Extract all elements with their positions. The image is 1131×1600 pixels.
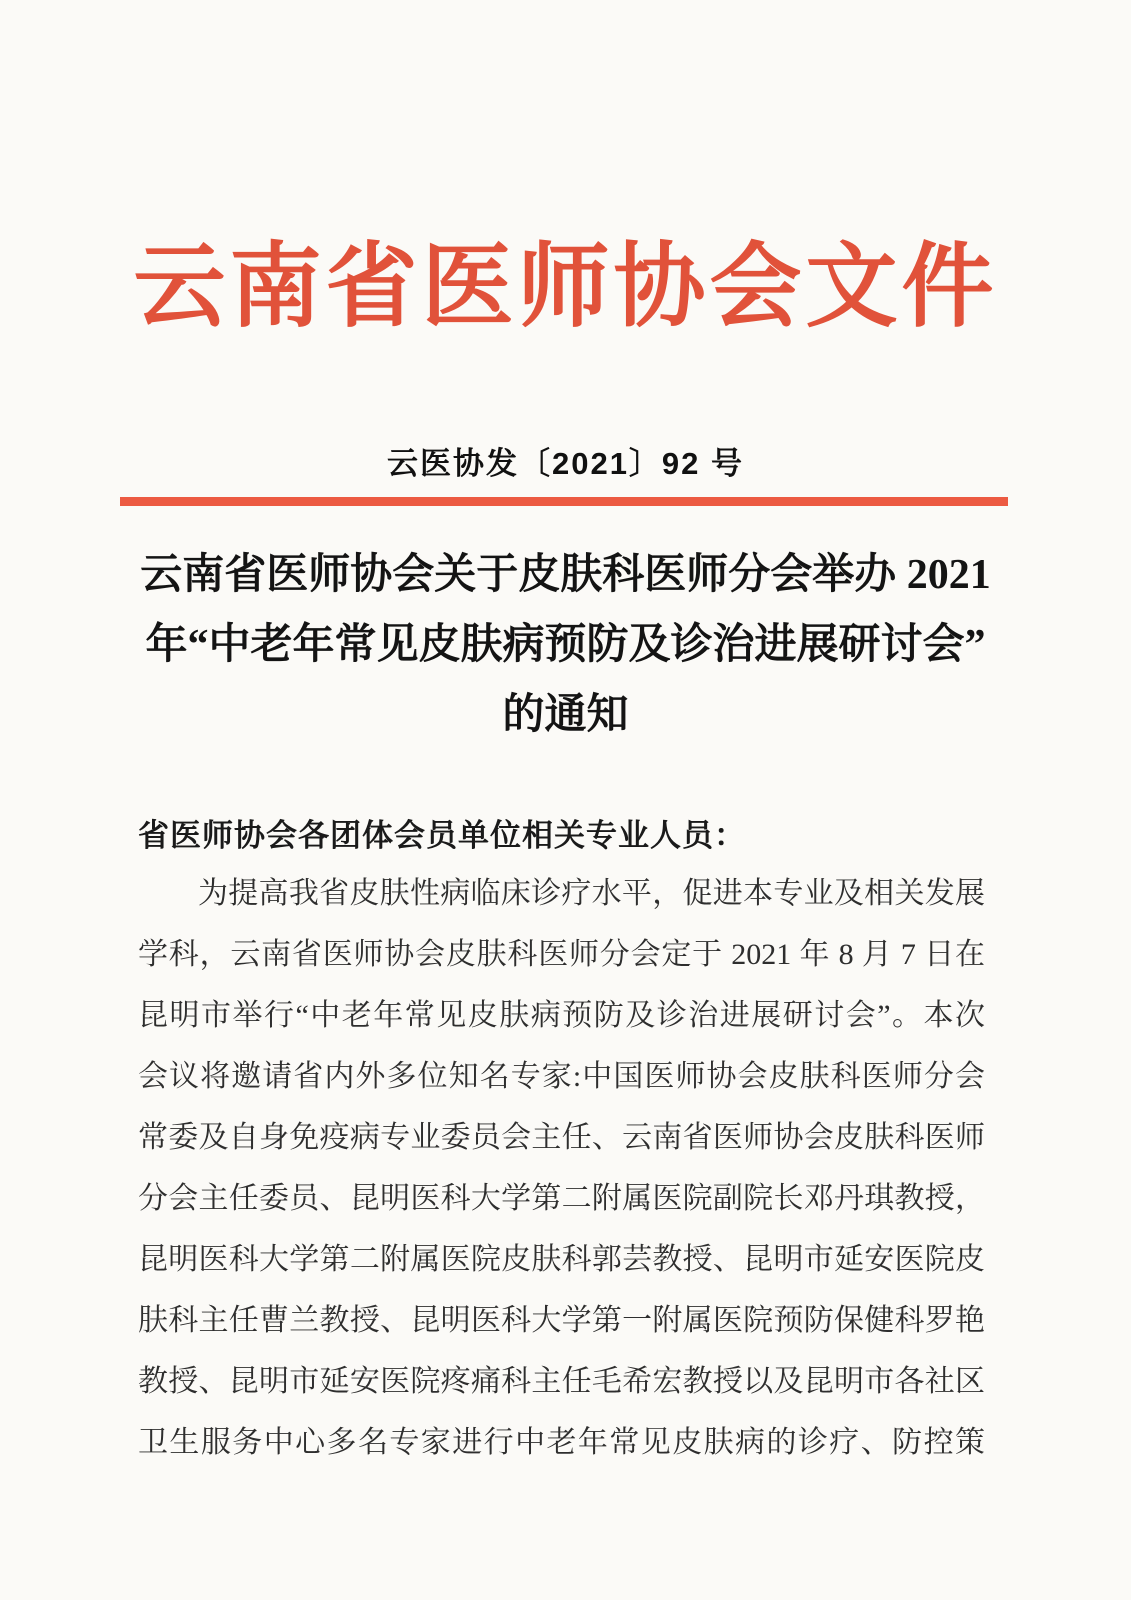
- body-text-line: 学科，云南省医师协会皮肤科医师分会定于 2021 年 8 月 7 日在: [138, 938, 985, 971]
- body-text-line: 常委及自身免疫病专业委员会主任、云南省医师协会皮肤科医师: [138, 1121, 985, 1154]
- body-text-line: 肤科主任曹兰教授、昆明医科大学第一附属医院预防保健科罗艳: [138, 1304, 985, 1337]
- red-divider-rule: [120, 497, 1008, 506]
- salutation-line: 省医师协会各团体会员单位相关专业人员：: [138, 818, 746, 853]
- body-text-line: 卫生服务中心多名专家进行中老年常见皮肤病的诊疗、防控策: [138, 1426, 985, 1459]
- body-text-line: 昆明医科大学第二附属医院皮肤科郭芸教授、昆明市延安医院皮: [138, 1243, 985, 1276]
- body-text-line: 分会主任委员、昆明医科大学第二附属医院副院长邓丹琪教授，: [138, 1182, 985, 1215]
- masthead-title: 云南省医师协会文件: [133, 236, 998, 338]
- body-text-line: 教授、昆明市延安医院疼痛科主任毛希宏教授以及昆明市各社区: [138, 1365, 985, 1398]
- body-text-line: 昆明市举行“中老年常见皮肤病预防及诊治进展研讨会”。本次: [138, 999, 985, 1032]
- document-title-line: 的通知: [502, 692, 629, 738]
- document-number: 云医协发〔2021〕92 号: [386, 446, 745, 481]
- body-paragraph: [138, 863, 985, 1473]
- document-title-line: 云南省医师协会关于皮肤科医师分会举办 2021: [140, 552, 991, 598]
- body-text-line: 会议将邀请省内外多位知名专家:中国医师协会皮肤科医师分会: [138, 1060, 985, 1093]
- document-title: [0, 540, 1131, 750]
- document-title-line: 年“中老年常见皮肤病预防及诊治进展研讨会”: [145, 622, 986, 668]
- body-text-line: 为提高我省皮肤性病临床诊疗水平，促进本专业及相关发展: [198, 877, 985, 910]
